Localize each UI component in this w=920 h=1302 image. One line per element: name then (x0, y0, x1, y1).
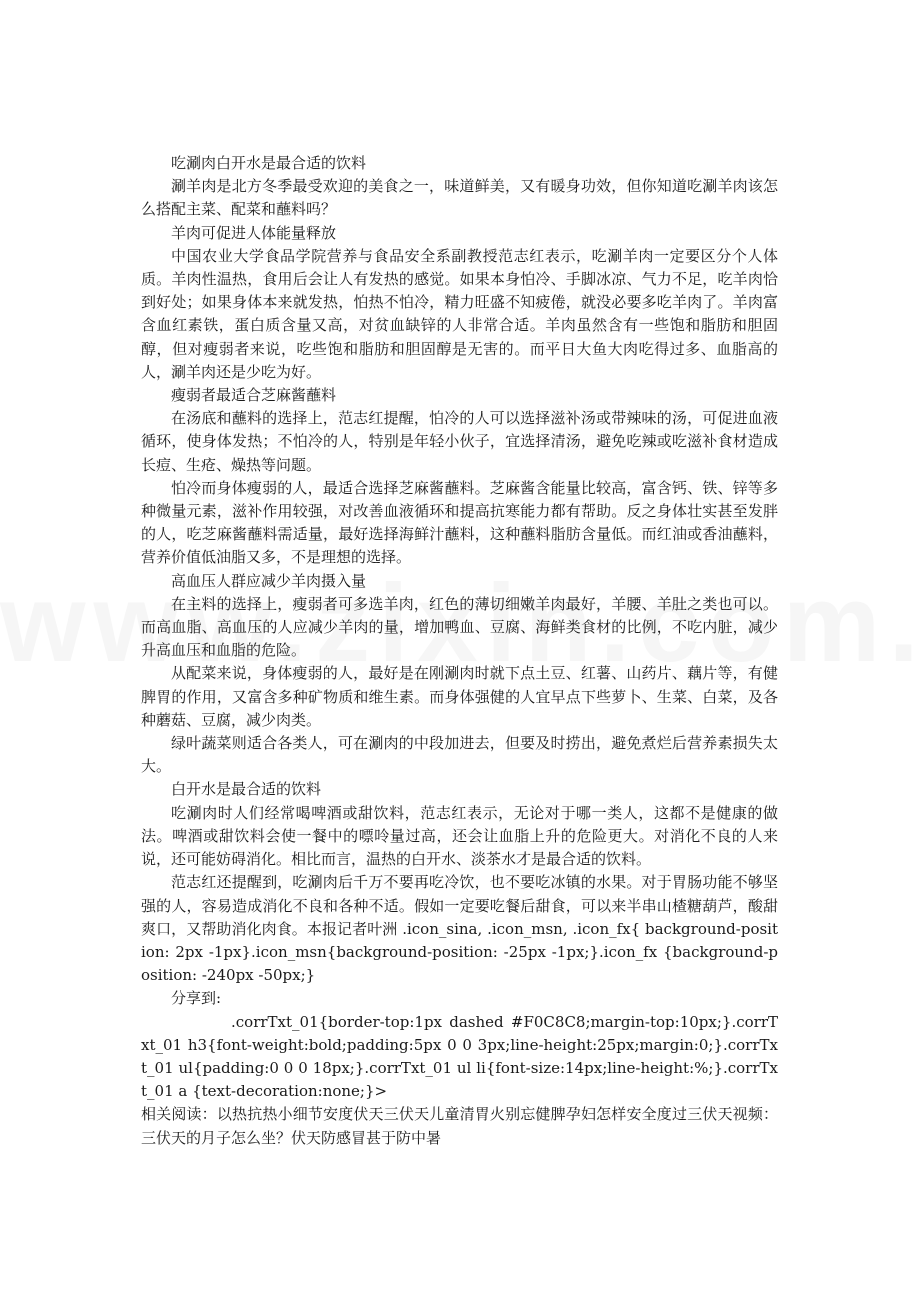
section-heading-energy: 羊肉可促进人体能量释放 (171, 223, 337, 242)
article-body (141, 152, 778, 1150)
section-heading-hypertension: 高血压人群应减少羊肉摄入量 (171, 571, 367, 590)
section-heading-sesame: 瘦弱者最适合芝麻酱蘸料 (171, 386, 337, 405)
related-reading: 相关阅读：以热抗热小细节安度伏天三伏天儿童清胃火别忘健脾孕妇怎样安全度过三伏天视频：三伏天的月子怎么坐？伏天防感冒甚于防中暑 (141, 1105, 778, 1147)
paragraph: 中国农业大学食品学院营养与食品安全系副教授范志红表示，吃涮羊肉一定要区分个人体质。羊肉性温热，食用后会让人有发热的感觉。如果本身怕冷、手脚冰凉、气力不足，吃羊肉恰到好处；如果身体本来就发热，怕热不怕冷，精力旺盛不知疲倦，就没必要多吃羊肉了。羊肉富含血红素铁，蛋白质含量又高，对贫血缺锌的人非常合适。羊肉虽然含有一些饱和脂肪和胆固醇，但对瘦弱者来说，吃些饱和脂肪和胆固醇是无害的。而平日大鱼大肉吃得过多、血脂高的人，涮羊肉还是少吃为好。 (141, 246, 778, 381)
section-heading-water: 白开水是最合适的饮料 (171, 780, 322, 799)
paragraph: 吃涮肉时人们经常喝啤酒或甜饮料，范志红表示，无论对于哪一类人，这都不是健康的做法。啤酒或甜饮料会使一餐中的嘌呤量过高，还会让血脂上升的危险更大。对消化不良的人来说，还可能妨碍消化。相比而言，温热的白开水、淡茶水才是最合适的饮料。 (141, 803, 778, 869)
paragraph: 绿叶蔬菜则适合各类人，可在涮肉的中段加进去，但要及时捞出，避免煮烂后营养素损失太大。 (141, 734, 778, 776)
paragraph: 从配菜来说，身体瘦弱的人，最好是在刚涮肉时就下点土豆、红薯、山药片、藕片等，有健脾胃的作用，又富含多种矿物质和维生素。而身体强健的人宜早点下些萝卜、生菜、白菜，及各种蘑菇、豆腐，减少肉类。 (141, 664, 778, 729)
css-code-text: .corrTxt_01{border-top:1px dashed #F0C8C8;margin-top:10px;}.corrTxt_01 h3{font-weight:bold;padding:5px 0 0 3px;line-height:25px;margin:0;}.corrTxt_01 ul{padding:0 0 0 18px;}.corrTxt_01 ul li{font-size:14px;line-height:%;}.corrTxt_01 a {text-decoration:none;}> (141, 1012, 778, 1101)
paragraph: 在汤底和蘸料的选择上，范志红提醒，怕冷的人可以选择滋补汤或带辣味的汤，可促进血液循环，使身体发热；不怕冷的人，特别是年轻小伙子，宜选择清汤，避免吃辣或吃滋补食材造成长痘、生疮、燥热等问题。 (141, 409, 778, 474)
intro-paragraph: 涮羊肉是北方冬季最受欢迎的美食之一，味道鲜美，又有暖身功效，但你知道吃涮羊肉该怎么搭配主菜、配菜和蘸料吗？ (141, 177, 778, 219)
paragraph: 怕冷而身体瘦弱的人，最适合选择芝麻酱蘸料。芝麻酱含能量比较高，富含钙、铁、锌等多种微量元素，滋补作用较强，对改善血液循环和提高抗寒能力都有帮助。反之身体壮实甚至发胖的人，吃芝麻酱蘸料需适量，最好选择海鲜汁蘸料，这种蘸料脂肪含量低。而红油或香油蘸料，营养价值低油脂又多，不是理想的选择。 (141, 478, 778, 567)
paragraph: 范志红还提醒到，吃涮肉后千万不要再吃冷饮，也不要吃冰镇的水果。对于胃肠功能不够坚强的人，容易造成消化不良和各种不适。假如一定要吃餐后甜食，可以来半串山楂糖葫芦，酸甜爽口，又帮助消化肉食。本报记者叶洲 .icon_sina, .icon_msn, .icon_fx{ background-position: 2px -1px}.icon_msn{background-position: -25px -1px;}.icon_fx {background-position: -240px -50px;} (141, 873, 778, 985)
share-label: 分享到: (171, 989, 222, 1008)
article-title: 吃涮肉白开水是最合适的饮料 (171, 154, 367, 172)
paragraph: 在主料的选择上，瘦弱者可多选羊肉，红色的薄切细嫩羊肉最好，羊腰、羊肚之类也可以。而高血脂、高血压的人应减少羊肉的量，增加鸭血、豆腐、海鲜类食材的比例，不吃内脏，减少升高血压和血脂的危险。 (141, 594, 778, 660)
